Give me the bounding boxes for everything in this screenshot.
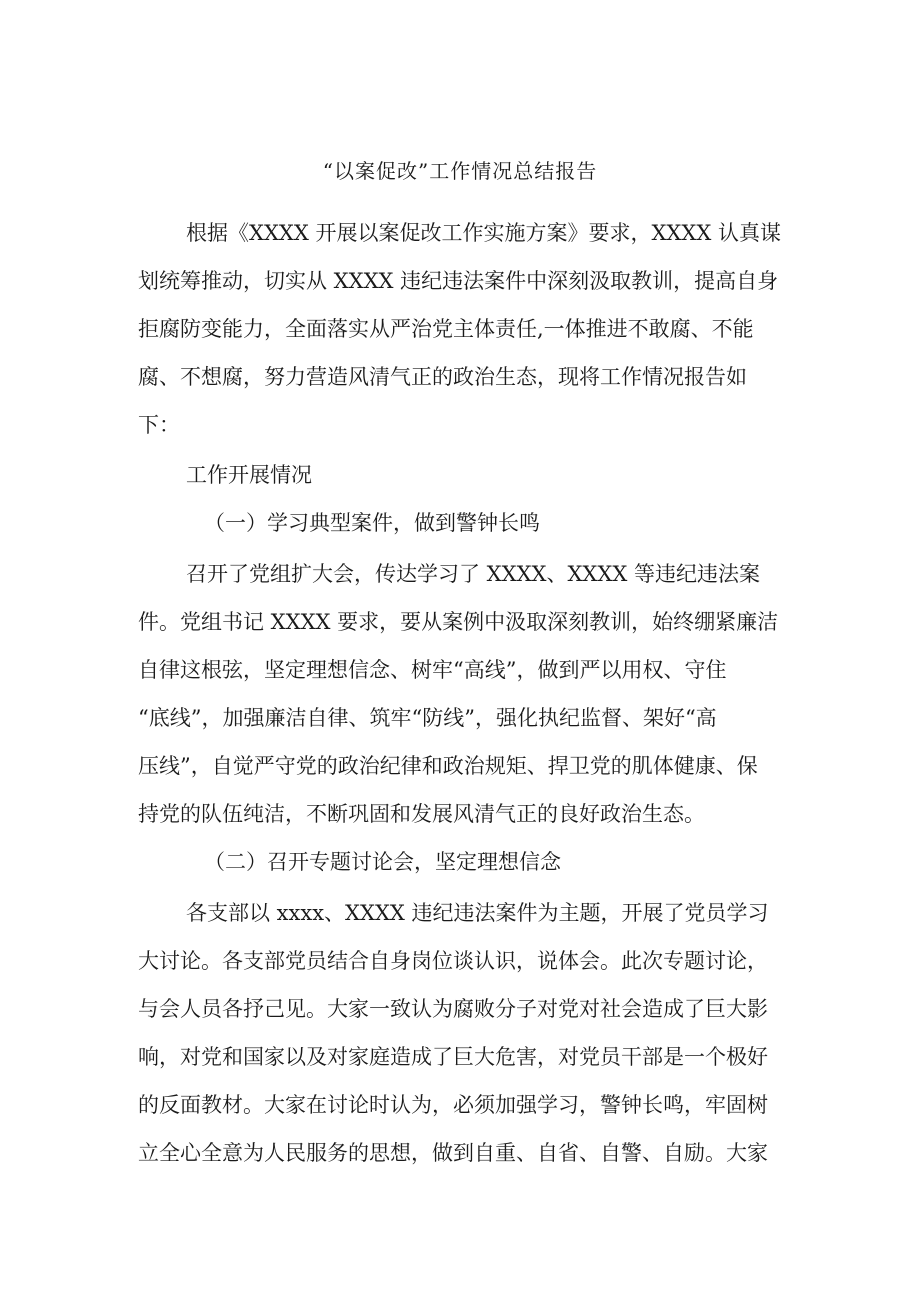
sub1-line-5: 压线”，自觉严守党的政治纪律和政治规矩、捍卫党的肌体健康、保 bbox=[138, 754, 758, 778]
document-title: “以案促改”工作情况总结报告 bbox=[322, 159, 598, 183]
subsection-2-heading: （二）召开专题讨论会，坚定理想信念 bbox=[204, 850, 561, 874]
sub1-line-3: 自律这根弦，坚定理想信念、树牢“高线”，做到严以用权、守住 bbox=[138, 658, 727, 682]
sub1-line-1: 召开了党组扩大会，传达学习了 XXXX、XXXX 等违纪违法案 bbox=[186, 562, 760, 586]
subsection-1-heading: （一）学习典型案件，做到警钟长鸣 bbox=[204, 511, 540, 535]
sub2-line-3: 与会人员各抒己见。大家一致认为腐败分子对党对社会造成了巨大影 bbox=[138, 997, 768, 1021]
sub2-line-1: 各支部以 xxxx、XXXX 违纪违法案件为主题，开展了党员学习 bbox=[186, 901, 769, 925]
sub2-line-5: 的反面教材。大家在讨论时认为，必须加强学习，警钟长鸣，牢固树 bbox=[138, 1093, 768, 1117]
sub2-line-4: 响，对党和国家以及对家庭造成了巨大危害，对党员干部是一个极好 bbox=[138, 1045, 768, 1069]
intro-line-3: 拒腐防变能力，全面落实从严治党主体责任,一体推进不敢腐、不能 bbox=[138, 317, 754, 341]
sub2-line-6: 立全心全意为人民服务的思想，做到自重、自省、自警、自励。大家 bbox=[138, 1141, 768, 1165]
sub1-line-6: 持党的队伍纯洁，不断巩固和发展风清气正的良好政治生态。 bbox=[138, 802, 705, 826]
sub1-line-4: “底线”，加强廉洁自律、筑牢“防线”，强化执纪监督、架好“高 bbox=[138, 706, 717, 730]
intro-line-2: 划统筹推动，切实从 XXXX 违纪违法案件中深刻汲取教训，提高自身 bbox=[138, 269, 779, 293]
intro-line-1: 根据《XXXX 开展以案促改工作实施方案》要求，XXXX 认真谋 bbox=[186, 221, 781, 245]
intro-line-4: 腐、不想腐，努力营造风清气正的政治生态，现将工作情况报告如 bbox=[138, 365, 747, 389]
section-heading: 工作开展情况 bbox=[186, 463, 312, 487]
sub1-line-2: 件。党组书记 XXXX 要求，要从案例中汲取深刻教训，始终绷紧廉洁 bbox=[138, 610, 779, 634]
sub2-line-2: 大讨论。各支部党员结合自身岗位谈认识，说体会。此次专题讨论， bbox=[138, 949, 768, 973]
intro-line-5: 下： bbox=[138, 413, 180, 437]
